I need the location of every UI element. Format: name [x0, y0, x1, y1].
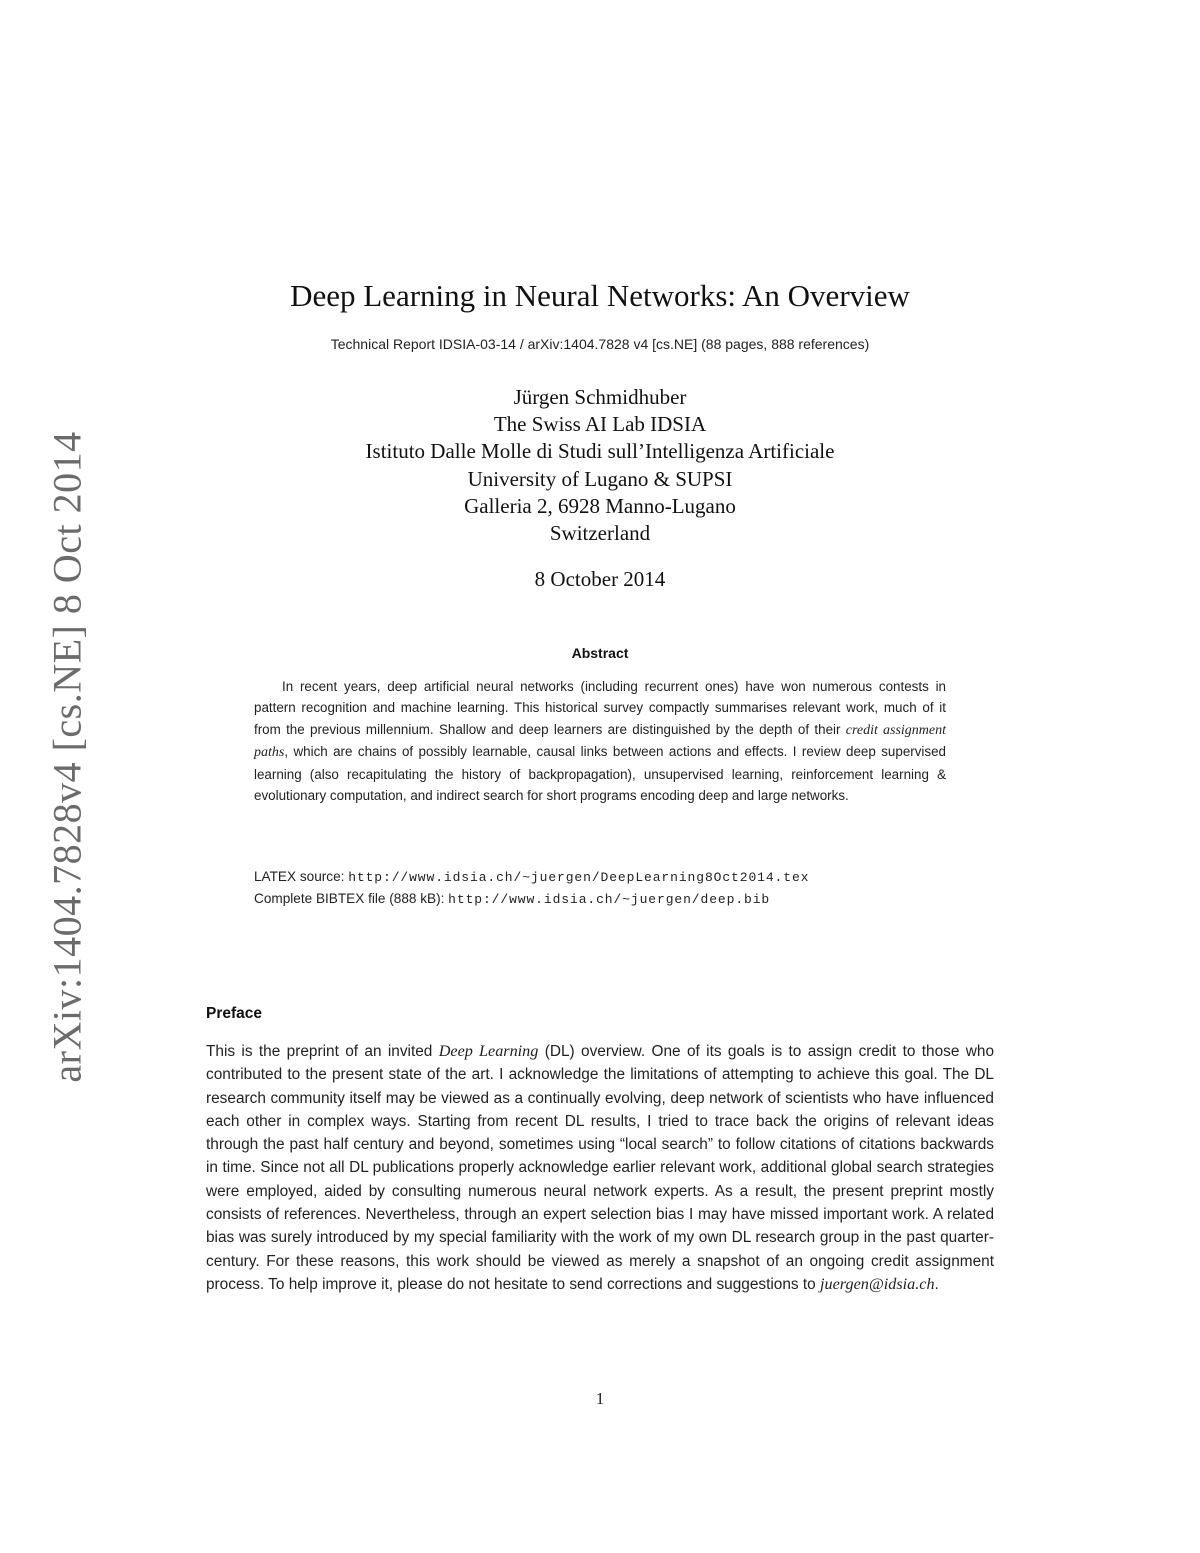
- preface-text-part-1: This is the preprint of an invited: [206, 1043, 439, 1060]
- bibtex-file-line: [254, 888, 974, 910]
- bibtex-file-label: Complete BIBTEX file (888 kB):: [254, 891, 449, 906]
- preface-text: [206, 1040, 994, 1296]
- abstract-emphasis: credit assignment paths: [254, 722, 946, 761]
- paper-date: 8 October 2014: [534, 567, 666, 591]
- affiliation-university: University of Lugano & SUPSI: [467, 466, 733, 491]
- author-block: [0, 384, 1200, 547]
- abstract-text: [254, 676, 946, 806]
- latex-source-line: [254, 866, 974, 888]
- latex-source-link[interactable]: http://www.idsia.ch/~juergen/DeepLearning8Oct2014.tex: [348, 870, 810, 885]
- source-links: [254, 866, 974, 910]
- paper-title: Deep Learning in Neural Networks: An Overview: [290, 278, 910, 313]
- latex-source-label: LATEX source:: [254, 869, 349, 884]
- affiliation-country: Switzerland: [549, 521, 651, 546]
- abstract-text-part-1: In recent years, deep artificial neural networks (including recurrent ones) have won numerous contests in pattern recognition and machine learning. This historical survey compactly summarises relevant work, much of it from the previous millennium. Shallow and deep learners are distinguished by the depth of their: [254, 679, 946, 737]
- preface-emphasis: Deep Learning: [438, 1042, 539, 1060]
- preface-text-part-3: .: [934, 1275, 939, 1293]
- preface-text-part-2: (DL) overview. One of its goals is to assign credit to those who contributed to the present state of the art. I acknowledge the limitations of attempting to achieve this goal. The DL research community itself may be viewed as a continually evolving, deep network of scientists who have influenced each other in complex ways. Starting from recent DL results, I tried to trace back the origins of relevant ideas through the past half century and beyond, sometimes using “local search” to follow citations of citations backwards in time. Since not all DL publications properly acknowledge earlier relevant work, additional global search strategies were employed, aided by consulting numerous neural network experts. As a result, the present preprint mostly consists of references. Nevertheless, through an expert selection bias I may have missed important work. A related bias was surely introduced by my special familiarity with the work of my own DL research group in the past quarter-century. For these reasons, this work should be viewed as merely a snapshot of an ongoing credit assignment process. To help improve it, please do not hesitate to send corrections and suggestions to: [206, 1043, 994, 1293]
- arxiv-stamp: arXiv:1404.7828v4 [cs.NE] 8 Oct 2014: [44, 431, 90, 1083]
- abstract-heading: Abstract: [571, 645, 629, 661]
- affiliation-lab: The Swiss AI Lab IDSIA: [493, 412, 707, 437]
- preface-heading: Preface: [206, 1005, 263, 1022]
- author-name: Jürgen Schmidhuber: [513, 385, 687, 409]
- bibtex-file-link[interactable]: http://www.idsia.ch/~juergen/deep.bib: [448, 892, 771, 907]
- abstract-text-part-2: , which are chains of possibly learnable, causal links between actions and effects. I review deep supervised learning (also recapitulating the history of backpropagation), unsupervised learning, reinforcement learning & evolutionary computation, and indirect search for short programs encoding deep and large networks.: [254, 744, 946, 804]
- report-line: Technical Report IDSIA-03-14 / arXiv:1404.7828 v4 [cs.NE] (88 pages, 888 references): [330, 336, 870, 352]
- preface-email-link[interactable]: juergen@idsia.ch: [820, 1274, 935, 1293]
- page-number: 1: [595, 1389, 605, 1408]
- affiliation-institute: Istituto Dalle Molle di Studi sull’Intelligenza Artificiale: [365, 439, 835, 464]
- affiliation-address: Galleria 2, 6928 Manno-Lugano: [464, 493, 736, 518]
